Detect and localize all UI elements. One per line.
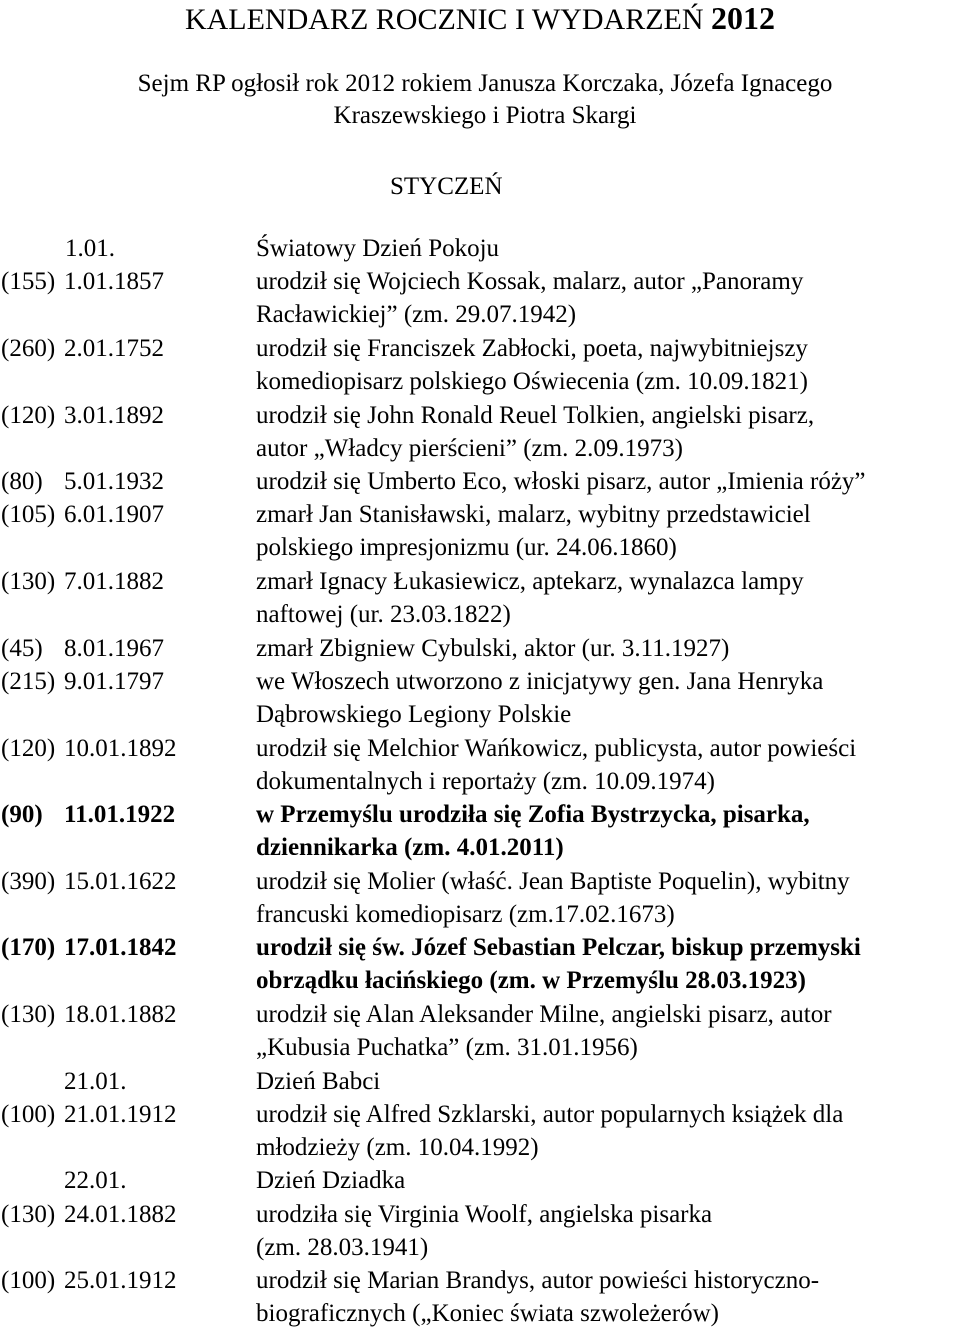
- calendar-entry: [0, 931, 960, 998]
- entry-date: 18.01.1882: [64, 1000, 177, 1028]
- entry-date: 1.01.: [65, 235, 115, 262]
- anniversary-count: (260): [1, 334, 56, 362]
- calendar-entry: [0, 232, 960, 265]
- entry-date: 21.01.: [64, 1067, 127, 1095]
- calendar-entry: [0, 1065, 960, 1098]
- month-heading: STYCZEŃ: [390, 173, 503, 200]
- entry-description: [256, 265, 956, 331]
- page-title: [0, 0, 960, 38]
- calendar-entry: [0, 665, 960, 732]
- entry-description: [256, 399, 956, 465]
- anniversary-count: (215): [1, 667, 56, 695]
- entry-description: [256, 998, 956, 1064]
- entry-description: [256, 1264, 956, 1330]
- calendar-entry: [0, 732, 960, 799]
- entry-date: 25.01.1912: [64, 1267, 177, 1295]
- entry-description-line: urodził się Marian Brandys, autor powieści historyczno-: [256, 1267, 820, 1295]
- entry-date: 1.01.1857: [64, 268, 164, 296]
- entry-description-line: Racławickiej” (zm. 29.07.1942): [256, 301, 577, 329]
- entry-description: [256, 931, 956, 997]
- entry-description: [256, 565, 956, 631]
- entry-description-line: urodził się John Ronald Reuel Tolkien, angielski pisarz,: [256, 401, 815, 429]
- entry-description: [256, 1164, 956, 1197]
- anniversary-count: (120): [1, 734, 56, 762]
- entry-date: 21.01.1912: [64, 1100, 177, 1128]
- subtitle-line-1: Sejm RP ogłosił rok 2012 rokiem Janusza Korczaka, Józefa Ignacego: [137, 70, 833, 97]
- entry-description-line: Światowy Dzień Pokoju: [256, 235, 500, 262]
- entry-date: 5.01.1932: [64, 468, 164, 496]
- calendar-entry: [0, 1198, 960, 1265]
- calendar-entry: [0, 399, 960, 466]
- entry-description-line: we Włoszech utworzono z inicjatywy gen. Jana Henryka: [256, 667, 824, 695]
- entry-date: 2.01.1752: [64, 334, 164, 362]
- entry-description: [256, 332, 956, 398]
- title-text: KALENDARZ ROCZNIC I WYDARZEŃ: [184, 3, 704, 36]
- entry-description-line: polskiego impresjonizmu (ur. 24.06.1860): [256, 534, 677, 562]
- anniversary-count: (130): [1, 1200, 56, 1228]
- entry-date: 10.01.1892: [64, 734, 177, 762]
- entry-description-line: zmarł Jan Stanisławski, malarz, wybitny przedstawiciel: [256, 501, 811, 529]
- calendar-entry: [0, 632, 960, 665]
- entry-description-line: Dzień Babci: [256, 1067, 381, 1095]
- anniversary-count: (390): [1, 867, 56, 895]
- entry-description-line: (zm. 28.03.1941): [256, 1233, 429, 1261]
- calendar-entry: [0, 332, 960, 399]
- entry-description: [256, 865, 956, 931]
- calendar-entry: [0, 265, 960, 332]
- anniversary-count: (45): [1, 634, 43, 662]
- entry-description-line: komediopisarz polskiego Oświecenia (zm. 10.09.1821): [256, 367, 808, 395]
- entry-description: [256, 1098, 956, 1164]
- entry-description: [256, 498, 956, 564]
- entry-description-line: zmarł Zbigniew Cybulski, aktor (ur. 3.11.1927): [256, 634, 730, 662]
- calendar-entry: [0, 465, 960, 498]
- entry-description-line: francuski komediopisarz (zm.17.02.1673): [256, 900, 675, 928]
- entry-date: 9.01.1797: [64, 667, 164, 695]
- entry-date: 15.01.1622: [64, 867, 177, 895]
- calendar-entry: [0, 865, 960, 932]
- entry-description: [256, 465, 956, 498]
- entry-description-line: dokumentalnych i reportaży (zm. 10.09.1974): [256, 767, 715, 795]
- anniversary-count: (100): [1, 1267, 56, 1295]
- entry-date: 17.01.1842: [64, 934, 177, 962]
- calendar-entry: [0, 798, 960, 865]
- entry-description-line: Dzień Dziadka: [256, 1167, 406, 1195]
- subtitle: [0, 68, 960, 132]
- entry-description: [256, 798, 956, 864]
- entry-description-line: urodził się Alan Aleksander Milne, angielski pisarz, autor: [256, 1000, 832, 1028]
- entry-description-line: urodził się Umberto Eco, włoski pisarz, autor „Imienia róży”: [256, 468, 866, 496]
- entry-date: 3.01.1892: [64, 401, 164, 429]
- calendar-entry: [0, 998, 960, 1065]
- entry-description-line: urodził się Wojciech Kossak, malarz, autor „Panoramy: [256, 268, 804, 296]
- entry-description: [256, 1065, 956, 1098]
- entry-description: [256, 232, 956, 265]
- entry-description-line: urodził się Alfred Szklarski, autor popularnych książek dla: [256, 1100, 844, 1128]
- entry-description-line: zmarł Ignacy Łukasiewicz, aptekarz, wynalazca lampy: [256, 568, 804, 595]
- entry-date: 22.01.: [64, 1167, 127, 1195]
- entry-date: 7.01.1882: [64, 568, 164, 595]
- entry-description-line: „Kubusia Puchatka” (zm. 31.01.1956): [256, 1033, 638, 1061]
- anniversary-count: (120): [1, 401, 56, 429]
- anniversary-count: (155): [1, 268, 56, 296]
- entry-description: [256, 665, 956, 731]
- entry-description-line: biograficznych („Koniec świata szwoleżerów): [256, 1300, 719, 1328]
- calendar-entry: [0, 498, 960, 565]
- calendar-entry: [0, 1098, 960, 1165]
- entry-date: 6.01.1907: [64, 501, 164, 529]
- entry-description-line: urodziła się Virginia Woolf, angielska pisarka: [256, 1200, 713, 1228]
- entry-description-line: urodził się Melchior Wańkowicz, publicysta, autor powieści: [256, 734, 857, 762]
- anniversary-count: (100): [1, 1100, 56, 1128]
- entry-description-line: urodził się św. Józef Sebastian Pelczar, biskup przemyski: [256, 934, 861, 962]
- anniversary-count: (130): [1, 568, 56, 595]
- entry-description: [256, 732, 956, 798]
- calendar-entry: [0, 565, 960, 632]
- calendar-entry: [0, 1264, 960, 1331]
- anniversary-count: (170): [1, 934, 56, 962]
- entry-date: 8.01.1967: [64, 634, 164, 662]
- entry-description-line: obrządku łacińskiego (zm. w Przemyślu 28.03.1923): [256, 967, 806, 995]
- anniversary-count: (130): [1, 1000, 56, 1028]
- entry-description-line: autor „Władcy pierścieni” (zm. 2.09.1973): [256, 434, 683, 462]
- entry-description-line: urodził się Franciszek Zabłocki, poeta, najwybitniejszy: [256, 334, 808, 362]
- calendar-entry: [0, 1164, 960, 1197]
- subtitle-line-2: Kraszewskiego i Piotra Skargi: [333, 102, 637, 129]
- entry-date: 24.01.1882: [64, 1200, 177, 1228]
- entry-description-line: naftowej (ur. 23.03.1822): [256, 601, 511, 628]
- entry-description-line: Dąbrowskiego Legiony Polskie: [256, 700, 572, 728]
- entry-description-line: dziennikarka (zm. 4.01.2011): [256, 834, 564, 862]
- entry-description-line: młodzieży (zm. 10.04.1992): [256, 1133, 539, 1161]
- entry-description: [256, 632, 956, 665]
- entry-date: 11.01.1922: [64, 801, 176, 829]
- anniversary-count: (80): [1, 468, 43, 496]
- anniversary-count: (90): [1, 801, 43, 829]
- entry-description: [256, 1198, 956, 1264]
- title-year: 2012: [711, 0, 776, 36]
- entry-description-line: w Przemyślu urodziła się Zofia Bystrzycka, pisarka,: [256, 801, 810, 829]
- entry-description-line: urodził się Molier (właść. Jean Baptiste Poquelin), wybitny: [256, 867, 850, 895]
- anniversary-count: (105): [1, 501, 56, 529]
